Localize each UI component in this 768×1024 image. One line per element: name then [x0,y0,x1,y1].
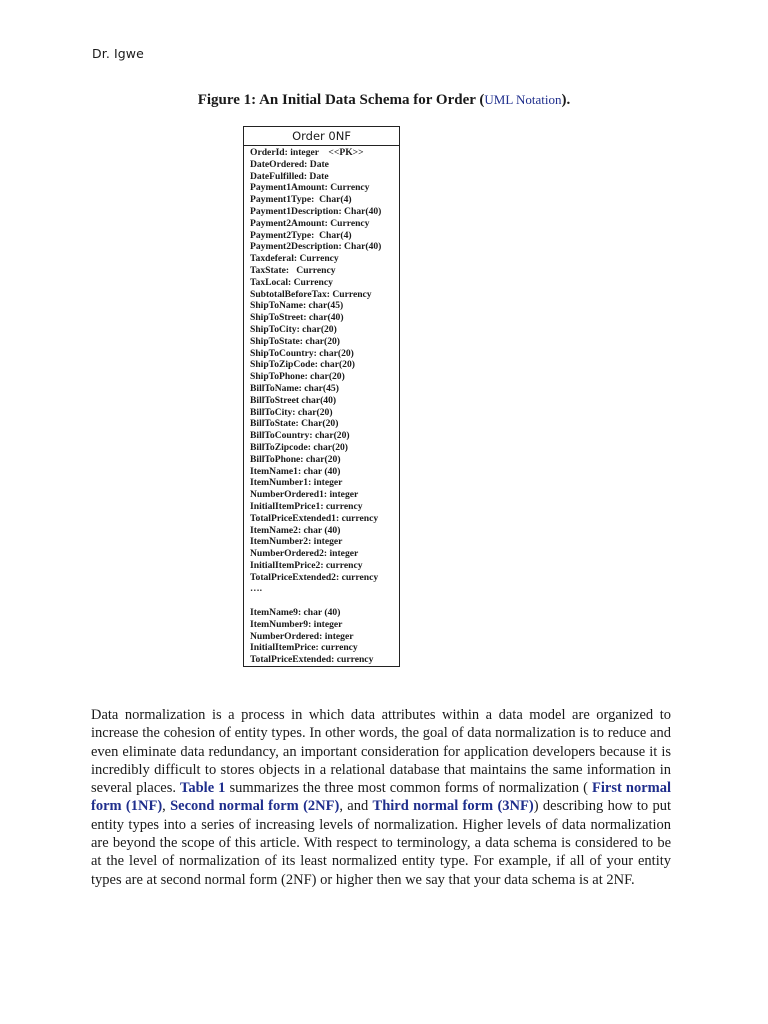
uml-attribute: OrderId: integer <<PK>> [250,147,364,158]
uml-attribute: TotalPriceExtended1: currency [250,512,379,524]
uml-attribute: Payment2Type: Char(4) [250,229,352,241]
uml-attribute: Payment1Description: Char(40) [250,205,382,217]
uml-class-diagram [243,126,400,667]
uml-attribute: InitialItemPrice1: currency [250,500,363,512]
figure-caption [0,92,768,109]
uml-attribute: DateOrdered: Date [250,158,329,170]
uml-attribute: Payment2Description: Char(40) [250,241,382,253]
uml-attribute: TaxState: Currency [250,264,336,276]
uml-attribute: TotalPriceExtended2: currency [250,571,379,583]
paragraph-text: Data normalization is a process in which data attributes within a data model are organized to increase the cohesion of entity types. In other words, the goal of data normalization is to reduce and even eliminate data redundancy, an important consideration for application developers because it is incredibly difficult to stores objects in a relational database that maintains the same information in several places. [91,707,671,797]
uml-attribute: ShipToName: char(45) [250,300,344,312]
paragraph-text: ) describing how to put entity types into a series of increasing levels of normalization. Higher levels of data normalization are beyond the scope of this article. With respect to terminology, a data schema is considered to be at the level of normalization of its least normalized entity type. For example, if all of your entity types are at second normal form (2NF) or higher then we say that your data schema is at 2NF. [91,798,671,888]
uml-attribute: ShipToState: char(20) [250,335,340,347]
uml-attribute: ItemName1: char (40) [250,465,341,477]
second-normal-form-link[interactable]: Second normal form (2NF) [170,798,340,815]
uml-attribute: …. [250,583,262,595]
uml-attribute: ShipToZipCode: char(20) [250,359,355,371]
uml-attribute: ItemNumber9: integer [250,618,343,630]
uml-attribute: NumberOrdered: integer [250,630,354,642]
uml-attribute: ItemName9: char (40) [250,607,341,619]
author-header: Dr. Igwe [92,46,144,61]
uml-attribute: InitialItemPrice: currency [250,642,358,654]
uml-attribute: BillToZipcode: char(20) [250,441,348,453]
uml-attribute: BillToCity: char(20) [250,406,333,418]
uml-attribute-list [244,146,399,666]
uml-attribute: BillToName: char(45) [250,382,339,394]
uml-attribute: Taxdeferal: Currency [250,253,339,265]
paragraph-text: , and [339,798,373,815]
uml-attribute: SubtotalBeforeTax: Currency [250,288,372,300]
figure-caption-end: ). [561,92,571,108]
uml-attribute: TaxLocal: Currency [250,276,333,288]
uml-attribute: DateFulfilled: Date [250,170,329,182]
uml-attribute: BillToState: Char(20) [250,418,339,430]
uml-notation-link[interactable]: UML Notation [484,92,562,107]
uml-attribute: ItemName2: char (40) [250,524,341,536]
uml-attribute: ShipToCountry: char(20) [250,347,354,359]
uml-attribute: TotalPriceExtended: currency [250,654,374,666]
uml-attribute: Payment2Amount: Currency [250,217,370,229]
uml-attribute: BillToStreet char(40) [250,394,337,406]
uml-attribute: ShipToStreet: char(40) [250,312,344,324]
uml-attribute: Payment1Type: Char(4) [250,194,352,206]
figure-caption-title: Figure 1: An Initial Data Schema for Order ( [197,92,485,108]
uml-attribute: BillToPhone: char(20) [250,453,341,465]
first-normal-form-link[interactable]: First normal form (1NF) [91,780,671,815]
uml-attribute: ShipToCity: char(20) [250,323,337,335]
uml-attribute: BillToCountry: char(20) [250,430,350,442]
paragraph-text: , [162,798,171,815]
body-paragraph [91,706,671,889]
paragraph-text: summarizes the three most common forms of normalization ( [225,780,593,797]
uml-attribute [250,595,399,607]
uml-attribute: ItemNumber1: integer [250,477,343,489]
uml-attribute: NumberOrdered2: integer [250,548,359,560]
third-normal-form-link[interactable]: Third normal form (3NF) [372,798,534,815]
uml-attribute: Payment1Amount: Currency [250,182,370,194]
uml-attribute: NumberOrdered1: integer [250,489,359,501]
uml-attribute: ShipToPhone: char(20) [250,371,345,383]
uml-attribute: ItemNumber2: integer [250,536,343,548]
table-1-link[interactable]: Table 1 [180,780,226,797]
uml-attribute: InitialItemPrice2: currency [250,559,363,571]
uml-class-name: Order 0NF [244,127,399,146]
